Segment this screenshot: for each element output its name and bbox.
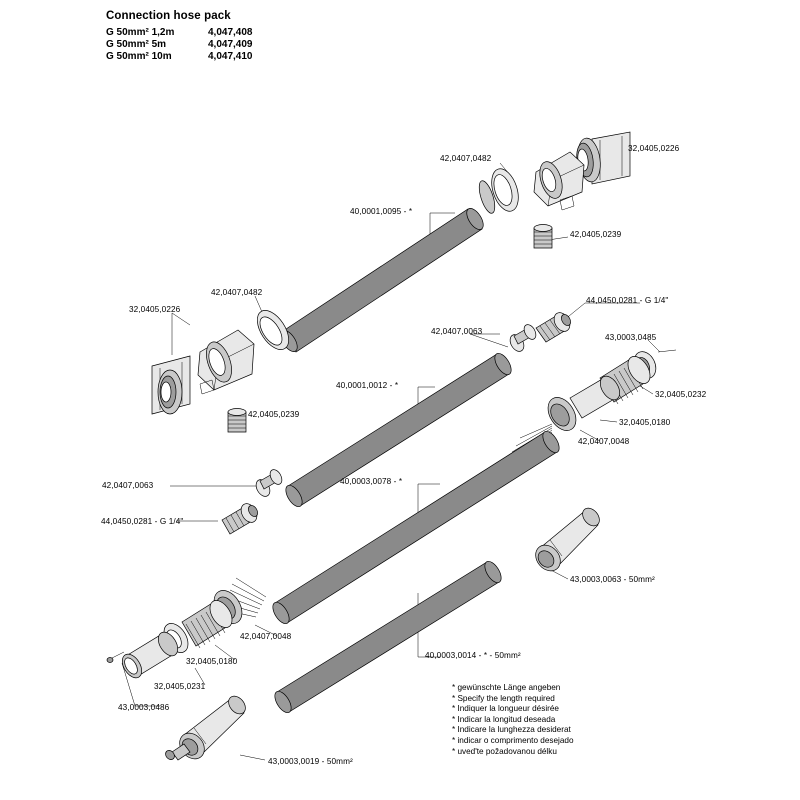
note-line: * Indicare la lunghezza desiderat [452,725,571,735]
callout-40-0001-0012: 40,0001,0012 - * [336,381,399,390]
callout-32-0405-0226-top: 32,0405,0226 [628,144,680,153]
note-line: * indicar o comprimento desejado [452,735,574,745]
callout-42-0407-0482-top: 42,0407,0482 [440,154,492,163]
leader-lines [122,152,660,760]
multilingual-notes [452,683,574,757]
cell-spec: G 50mm² 5m [106,39,167,50]
callout-43-0003-0485: 43,0003,0485 [605,333,657,342]
callout-32-0405-0226-left: 32,0405,0226 [129,305,181,314]
fittings-lower-left [222,468,284,534]
callout-42-0407-0063-upper: 42,0407,0063 [431,327,483,336]
callout-40-0003-0078: 40,0003,0078 - * [340,477,403,486]
callout-43-0003-0019: 43,0003,0019 - 50mm² [268,757,353,766]
callout-42-0407-0048-upper: 42,0407,0048 [578,437,630,446]
callout-42-0407-0482-left: 42,0407,0482 [211,288,263,297]
torch-nozzle-43-0003-0019 [164,693,249,764]
callout-44-0450-0281-lower: 44,0450,0281 - G 1/4" [101,517,184,526]
cell-spec: G 50mm² 10m [106,51,172,62]
note-line: * Indiquer la longueur désirée [452,704,559,714]
callout-42-0407-0048-lower: 42,0407,0048 [240,632,292,641]
note-line: * gewünschte Länge angeben [452,683,561,692]
note-line: * uved'te požadovanou délku [452,746,557,756]
page-title: Connection hose pack [106,10,231,22]
callout-32-0405-0232: 32,0405,0232 [655,390,707,399]
cell-code: 4,047,409 [208,39,253,50]
callout-32-0405-0180-upper: 32,0405,0180 [619,418,671,427]
cell-code: 4,047,410 [208,51,253,62]
callout-40-0001-0095: 40,0001,0095 - * [350,207,413,216]
callout-42-0405-0239-top: 42,0405,0239 [570,230,622,239]
callout-40-0003-0014: 40,0003,0014 - * - 50mm² [425,651,521,660]
callout-42-0407-0063-lower: 42,0407,0063 [102,481,154,490]
torch-nozzle-43-0003-0063 [531,505,603,576]
callout-32-0405-0180-lower: 32,0405,0180 [186,657,238,666]
callout-43-0003-0486: 43,0003,0486 [118,703,170,712]
note-line: * Specify the length required [452,693,555,703]
callout-44-0450-0281-upper: 44,0450,0281 - G 1/4" [586,296,669,305]
callout-42-0405-0239-left: 42,0405,0239 [248,410,300,419]
cell-spec: G 50mm² 1,2m [106,27,175,38]
note-line: * Indicar la longitud deseada [452,714,556,724]
callout-32-0405-0231: 32,0405,0231 [154,682,206,691]
callout-43-0003-0063: 43,0003,0063 - 50mm² [570,575,655,584]
hose-40-0003-0078 [270,429,563,627]
cell-code: 4,047,408 [208,27,253,38]
fittings-middle-right [507,310,573,354]
